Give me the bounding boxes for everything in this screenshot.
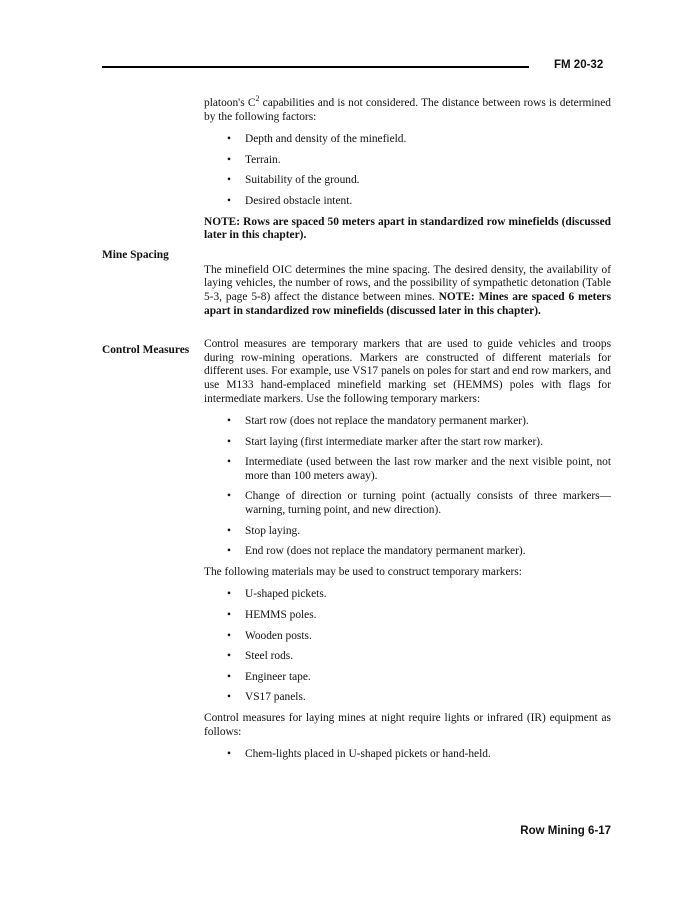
night-list — [204, 748, 611, 762]
manual-number: FM 20-32 — [554, 59, 604, 71]
body-column — [204, 94, 611, 769]
list-item: • Start laying (first intermediate marker after the start row marker). — [204, 436, 611, 450]
list-item: • Desired obstacle intent. — [204, 195, 611, 209]
materials-list — [204, 588, 611, 705]
list-item: • Engineer tape. — [204, 671, 611, 685]
page-footer: Row Mining 6-17 — [520, 825, 611, 837]
intro-text-a: platoon's C — [204, 97, 256, 109]
control-measures-paragraph: Control measures are temporary markers that are used to guide vehicles and troops during row-mining operations. Markers are constructed of different materials for different uses. For example, use VS17 panels on poles for start and end row markers, and use M133 hand-emplaced minefield marking set (HEMMS) poles with flags for intermediate markers. Use the following temporary markers: — [204, 338, 611, 405]
list-item: • VS17 panels. — [204, 691, 611, 705]
mine-spacing-note: NOTE: Mines are spaced 6 meters apart in standardized row minefields (discussed later in this chapter). — [204, 290, 611, 317]
header-rule — [102, 66, 529, 68]
list-item: • HEMMS poles. — [204, 609, 611, 623]
row-spacing-note: NOTE: Rows are spaced 50 meters apart in standardized row minefields (discussed later in this chapter). — [204, 215, 611, 242]
list-item: • Steel rods. — [204, 650, 611, 664]
list-item: • Chem-lights placed in U-shaped pickets or hand-held. — [204, 748, 611, 762]
intro-paragraph — [204, 94, 611, 124]
factors-list — [204, 133, 611, 208]
list-item: • Change of direction or turning point (actually consists of three markers—warning, turning point, and new direction). — [204, 490, 611, 517]
mine-spacing-paragraph — [204, 264, 611, 318]
heading-mine-spacing: Mine Spacing — [102, 249, 169, 261]
list-item: • Intermediate (used between the last row marker and the next visible point, not more than 100 meters away). — [204, 456, 611, 483]
list-item: • U-shaped pickets. — [204, 588, 611, 602]
night-intro: Control measures for laying mines at night require lights or infrared (IR) equipment as follows: — [204, 712, 611, 738]
list-item: • End row (does not replace the mandatory permanent marker). — [204, 545, 611, 559]
list-item: • Suitability of the ground. — [204, 174, 611, 188]
intro-superscript: 2 — [255, 94, 260, 104]
list-item: • Terrain. — [204, 154, 611, 168]
list-item: • Wooden posts. — [204, 630, 611, 644]
mine-spacing-text: The minefield OIC determines the mine spacing. The desired density, the availability of laying vehicles, the number of rows, and the possibility of sympathetic detonation (Table 5-3, page 5-8) affect the distance between mines. — [204, 263, 611, 303]
list-item: • Stop laying. — [204, 525, 611, 539]
heading-control-measures: Control Measures — [102, 344, 190, 356]
list-item: • Start row (does not replace the mandatory permanent marker). — [204, 415, 611, 429]
markers-list — [204, 415, 611, 559]
intro-text-b: capabilities and is not considered. The distance between rows is determined by the following factors: — [204, 97, 611, 123]
materials-intro: The following materials may be used to construct temporary markers: — [204, 565, 522, 578]
list-item: • Depth and density of the minefield. — [204, 133, 611, 147]
